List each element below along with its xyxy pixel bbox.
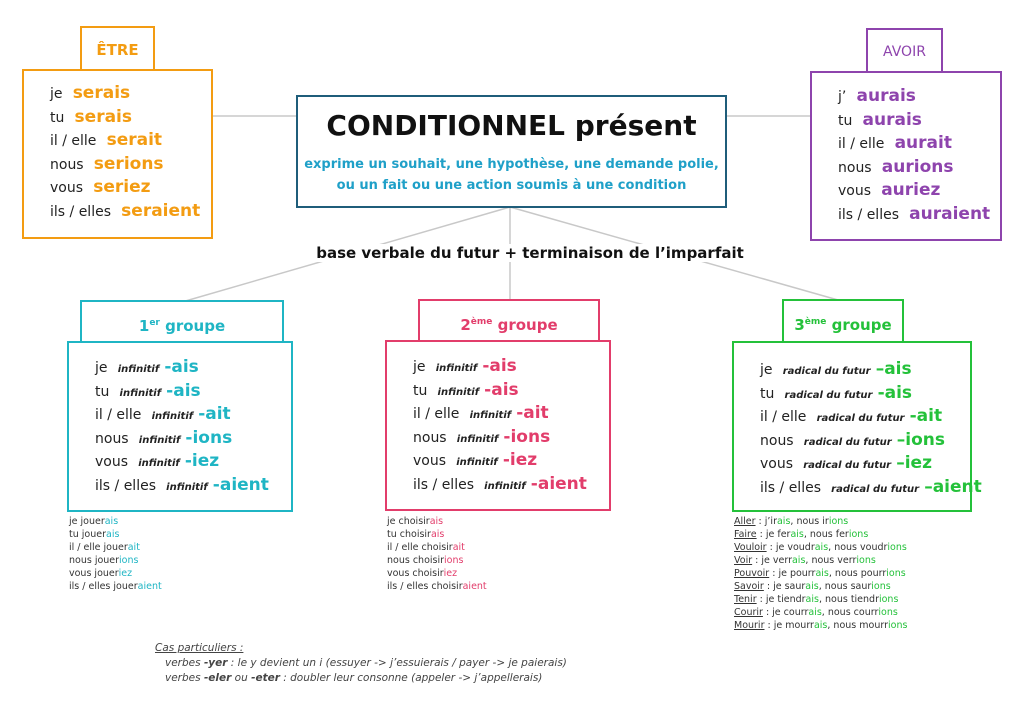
g3-pronoun: je xyxy=(760,362,773,378)
g1-example-stem: je jouer xyxy=(69,516,105,527)
g1-sup: er xyxy=(149,318,160,328)
g3-ending: –aient xyxy=(924,476,982,497)
g1-stem: infinitif xyxy=(166,481,208,493)
g3-stem: radical du futur xyxy=(831,483,920,495)
center-subtitle-1: exprime un souhait, une hypothèse, une demande polie, xyxy=(304,157,719,172)
etre-pronoun: nous xyxy=(50,156,84,173)
g3-example-d: ions xyxy=(886,568,906,579)
g3-example-verb: Voir xyxy=(734,555,753,566)
g3-example-d: ions xyxy=(887,542,907,553)
g3-example-verb: Courir xyxy=(734,607,763,618)
g3-example-b: ais xyxy=(815,568,829,579)
g3-ending: -ais xyxy=(877,382,913,403)
etre-row xyxy=(50,107,132,127)
g2-example-ending: aient xyxy=(462,581,487,592)
g3-example-a: : je verr xyxy=(752,555,792,566)
g1-example xyxy=(69,529,119,540)
g3-example xyxy=(734,594,898,605)
g3-example-verb: Vouloir xyxy=(734,542,767,553)
g1-row xyxy=(95,451,219,471)
g1-ending: -iez xyxy=(184,451,220,471)
g1-num: 1 xyxy=(138,317,150,335)
etre-verb: serais xyxy=(74,106,132,127)
g1-box xyxy=(67,341,293,512)
avoir-pronoun: j’ xyxy=(838,89,847,105)
g1-example-ending: ais xyxy=(106,529,120,540)
g1-ending: -ions xyxy=(185,427,233,448)
avoir-label-box xyxy=(866,28,943,72)
g1-stem: infinitif xyxy=(138,434,181,446)
g3-stem: radical du futur xyxy=(803,460,892,471)
cas-l2a: verbes xyxy=(165,672,204,684)
g2-row xyxy=(413,474,587,494)
g1-example-stem: nous jouer xyxy=(69,555,120,566)
avoir-pronoun: nous xyxy=(838,159,872,176)
g3-example-verb: Aller xyxy=(734,516,756,527)
g3-example xyxy=(734,555,876,566)
avoir-verb: aurais xyxy=(856,86,916,106)
g3-example-d: ions xyxy=(848,529,869,540)
g1-label-box xyxy=(80,300,284,342)
g1-ending: -ais xyxy=(164,357,199,377)
g2-pronoun: il / elle xyxy=(413,406,460,422)
g3-example-verb: Tenir xyxy=(734,594,757,605)
g3-box xyxy=(732,341,982,512)
g2-example xyxy=(387,555,463,566)
cas-l1b: -yer xyxy=(203,657,228,669)
avoir-pronoun: tu xyxy=(838,112,853,129)
g3-example-b: ais xyxy=(790,529,804,540)
g2-box xyxy=(385,340,611,511)
g3-example-c: , nous courr xyxy=(821,607,879,618)
g3-example-c: , nous mourr xyxy=(827,620,888,631)
g3-example xyxy=(734,620,907,631)
g2-pronoun: tu xyxy=(413,382,428,399)
g2-example xyxy=(387,516,443,527)
g1-stem: infinitif xyxy=(117,364,160,375)
avoir-box xyxy=(810,71,1002,241)
g3-example xyxy=(734,529,868,540)
g1-stem: infinitif xyxy=(138,458,180,469)
g2-stem: infinitif xyxy=(469,410,512,421)
g1-row xyxy=(95,381,201,401)
g2-row xyxy=(413,356,517,376)
avoir-pronoun: vous xyxy=(838,183,872,199)
g3-pronoun: nous xyxy=(760,432,794,449)
etre-verb: serais xyxy=(72,83,131,103)
g1-pronoun: nous xyxy=(95,430,129,447)
g3-label: groupe xyxy=(831,316,892,334)
g3-stem: radical du futur xyxy=(816,413,905,424)
g2-label-box xyxy=(418,299,600,341)
g3-example-a: : j’ir xyxy=(755,516,777,527)
g2-example xyxy=(387,529,444,540)
g1-row xyxy=(95,475,269,495)
g3-example-b: ais xyxy=(776,516,791,527)
etre-row xyxy=(50,201,200,221)
g3-row xyxy=(760,359,912,379)
etre-pronoun: ils / elles xyxy=(50,203,111,220)
g3-example-a: : je voudr xyxy=(766,542,815,553)
avoir-pronoun: ils / elles xyxy=(838,206,899,223)
cas-l2e: : doubler leur consonne (appeler -> j’appellerais) xyxy=(279,672,543,684)
g3-example-c: , nous pourr xyxy=(828,568,887,579)
g3-ending: –iez xyxy=(896,453,932,473)
etre-pronoun: je xyxy=(50,86,63,102)
avoir-verb: auriez xyxy=(881,180,941,200)
cas-line-1 xyxy=(165,657,567,669)
g2-example xyxy=(387,568,457,579)
g3-example-a: : je courr xyxy=(762,607,809,618)
g3-example-c: , nous ir xyxy=(790,516,829,527)
g1-stem: infinitif xyxy=(151,411,194,422)
g2-example-ending: ions xyxy=(444,555,464,566)
g3-example-c: , nous verr xyxy=(805,555,857,566)
g3-example-d: ions xyxy=(828,516,849,527)
g1-label: groupe xyxy=(165,317,226,335)
g3-example-d: ions xyxy=(878,594,899,605)
g2-example xyxy=(387,581,487,592)
etre-verb: serions xyxy=(93,153,164,174)
g2-example-stem: il / elle choisir xyxy=(387,542,453,553)
g1-example-ending: ait xyxy=(127,542,140,553)
g3-pronoun: ils / elles xyxy=(760,479,821,496)
g2-pronoun: ils / elles xyxy=(413,476,474,493)
avoir-row xyxy=(838,157,953,177)
etre-label-box xyxy=(80,26,155,70)
g3-example-b: ais xyxy=(791,555,806,566)
avoir-label: AVOIR xyxy=(883,44,926,60)
g1-pronoun: vous xyxy=(95,454,129,470)
g1-row xyxy=(95,404,231,424)
g2-example xyxy=(387,542,465,553)
g2-sup: ème xyxy=(470,317,493,327)
g3-example-b: ais xyxy=(814,542,829,553)
g3-ending: –ais xyxy=(875,359,912,379)
g2-stem: infinitif xyxy=(456,433,499,445)
avoir-row xyxy=(838,110,922,130)
center-title: CONDITIONNEL présent xyxy=(326,109,697,142)
cas-l2d: -eter xyxy=(251,672,280,684)
g3-row xyxy=(760,453,932,473)
g2-pronoun: vous xyxy=(413,453,447,469)
g2-example-stem: ils / elles choisir xyxy=(387,581,463,592)
g2-example-ending: ait xyxy=(452,542,465,553)
g2-example-stem: vous choisir xyxy=(387,568,444,579)
g2-stem: infinitif xyxy=(437,386,480,398)
etre-box xyxy=(22,69,213,239)
cas-l1c: : le y devient un i (essuyer -> j’essuierais / payer -> je paierais) xyxy=(227,657,567,669)
g2-label: groupe xyxy=(497,316,558,334)
g1-pronoun: tu xyxy=(95,383,110,400)
g3-example-b: ais xyxy=(805,594,819,605)
g2-example-ending: iez xyxy=(443,568,458,579)
cas-l2c: ou xyxy=(231,672,252,684)
g2-stem: infinitif xyxy=(484,480,526,492)
g2-stem: infinitif xyxy=(456,457,498,468)
g2-ending: -ions xyxy=(503,426,551,447)
g3-example-d: ions xyxy=(871,581,891,592)
g3-label-box xyxy=(782,299,904,342)
g2-row xyxy=(413,380,519,400)
g1-example xyxy=(69,516,118,527)
avoir-row xyxy=(838,180,940,200)
g2-example-stem: tu choisir xyxy=(387,529,431,540)
avoir-row xyxy=(838,204,990,224)
g3-example xyxy=(734,581,891,592)
g3-pronoun: il / elle xyxy=(760,409,807,425)
g3-pronoun: tu xyxy=(760,385,775,402)
cas-l2b: -eler xyxy=(203,672,232,684)
g1-example xyxy=(69,568,132,579)
g3-example-c: , nous tiendr xyxy=(818,594,879,605)
g3-example-a: : je mourr xyxy=(764,620,814,631)
g1-ending: -ais xyxy=(166,380,201,401)
avoir-verb: auraient xyxy=(909,203,991,224)
g1-pronoun: il / elle xyxy=(95,407,142,423)
g2-ending: -iez xyxy=(502,450,538,470)
g3-example xyxy=(734,607,898,618)
etre-verb: serait xyxy=(106,130,163,150)
g2-row xyxy=(413,403,549,423)
g3-example-c: , nous fer xyxy=(803,529,849,540)
g2-example-stem: nous choisir xyxy=(387,555,445,566)
g3-stem: radical du futur xyxy=(782,366,871,377)
g2-num: 2 xyxy=(460,316,471,334)
g1-ending: -aient xyxy=(212,474,269,495)
g3-example-d: ions xyxy=(856,555,876,566)
g3-example xyxy=(734,516,848,527)
g3-example-b: ais xyxy=(813,620,828,631)
etre-row xyxy=(50,130,162,150)
g3-pronoun: vous xyxy=(760,456,794,472)
g1-pronoun: je xyxy=(95,360,108,376)
cas-l1a: verbes xyxy=(165,657,204,669)
g2-ending: -ait xyxy=(516,403,549,423)
g2-stem: infinitif xyxy=(435,363,478,374)
g1-example-ending: iez xyxy=(118,568,133,579)
cas-title-text: Cas particuliers : xyxy=(155,642,244,654)
g3-example-verb: Faire xyxy=(734,529,757,540)
g1-example xyxy=(69,581,162,592)
g3-example-d: ions xyxy=(878,607,898,618)
etre-verb: seriez xyxy=(93,177,151,197)
g3-stem: radical du futur xyxy=(803,436,892,448)
g2-ending: -ais xyxy=(484,379,519,400)
g3-example xyxy=(734,568,906,579)
etre-label: ÊTRE xyxy=(96,41,139,59)
avoir-verb: aurais xyxy=(862,109,922,130)
g3-example-verb: Mourir xyxy=(734,620,765,631)
etre-row xyxy=(50,177,151,197)
g3-row xyxy=(760,406,942,426)
g3-ending: -ait xyxy=(909,406,943,426)
etre-pronoun: il / elle xyxy=(50,133,97,149)
g2-pronoun: je xyxy=(413,359,426,375)
avoir-row xyxy=(838,86,916,106)
g3-example-d: ions xyxy=(888,620,908,631)
g3-example-a: : je tiendr xyxy=(756,594,806,605)
g3-ending: –ions xyxy=(896,429,946,450)
avoir-verb: aurait xyxy=(894,133,952,153)
g2-ending: -aient xyxy=(530,473,587,494)
g3-stem: radical du futur xyxy=(784,389,873,401)
etre-pronoun: tu xyxy=(50,109,65,126)
etre-verb: seraient xyxy=(121,200,201,221)
center-subtitle-2: ou un fait ou une action soumis à une condition xyxy=(336,178,687,193)
g1-example-ending: ions xyxy=(119,555,139,566)
g1-example-ending: ais xyxy=(104,516,119,527)
cas-title xyxy=(155,642,243,654)
g3-sup: ème xyxy=(804,317,827,327)
avoir-row xyxy=(838,133,952,153)
avoir-pronoun: il / elle xyxy=(838,136,885,152)
g3-example-a: : je saur xyxy=(763,581,806,592)
g1-row xyxy=(95,357,199,377)
rule-text: base verbale du futur + terminaison de l’imparfait xyxy=(300,244,760,262)
g3-example xyxy=(734,542,907,553)
g2-pronoun: nous xyxy=(413,429,447,446)
g1-stem: infinitif xyxy=(119,387,162,399)
center-box xyxy=(296,95,727,208)
g2-example-ending: ais xyxy=(430,529,445,540)
g1-pronoun: ils / elles xyxy=(95,477,156,494)
g3-example-verb: Savoir xyxy=(734,581,764,592)
g1-ending: -ait xyxy=(198,404,231,424)
g2-row xyxy=(413,450,537,470)
g3-num: 3 xyxy=(794,316,805,334)
g2-ending: -ais xyxy=(482,356,517,376)
etre-row xyxy=(50,154,164,174)
g3-example-b: ais xyxy=(805,581,819,592)
cas-line-2 xyxy=(165,672,542,684)
g3-example-b: ais xyxy=(808,607,822,618)
g1-example xyxy=(69,555,138,566)
g2-example-ending: ais xyxy=(429,516,444,527)
g1-example-stem: tu jouer xyxy=(69,529,106,540)
g1-row xyxy=(95,428,232,448)
g2-example-stem: je choisir xyxy=(387,516,430,527)
g2-row xyxy=(413,427,550,447)
g1-example-stem: vous jouer xyxy=(69,568,119,579)
g1-example xyxy=(69,542,140,553)
avoir-verb: aurions xyxy=(881,156,954,177)
g3-example-c: , nous saur xyxy=(818,581,872,592)
g1-example-stem: ils / elles jouer xyxy=(69,581,138,592)
g1-example-ending: aient xyxy=(137,581,162,592)
g3-row xyxy=(760,383,912,403)
g3-example-c: , nous voudr xyxy=(828,542,888,553)
etre-pronoun: vous xyxy=(50,180,84,196)
etre-row xyxy=(50,83,130,103)
g3-example-a: : je fer xyxy=(756,529,791,540)
g1-example-stem: il / elle jouer xyxy=(69,542,128,553)
g3-row xyxy=(760,430,945,450)
g3-example-a: : je pourr xyxy=(769,568,816,579)
g3-example-verb: Pouvoir xyxy=(734,568,770,579)
g3-row xyxy=(760,477,982,497)
